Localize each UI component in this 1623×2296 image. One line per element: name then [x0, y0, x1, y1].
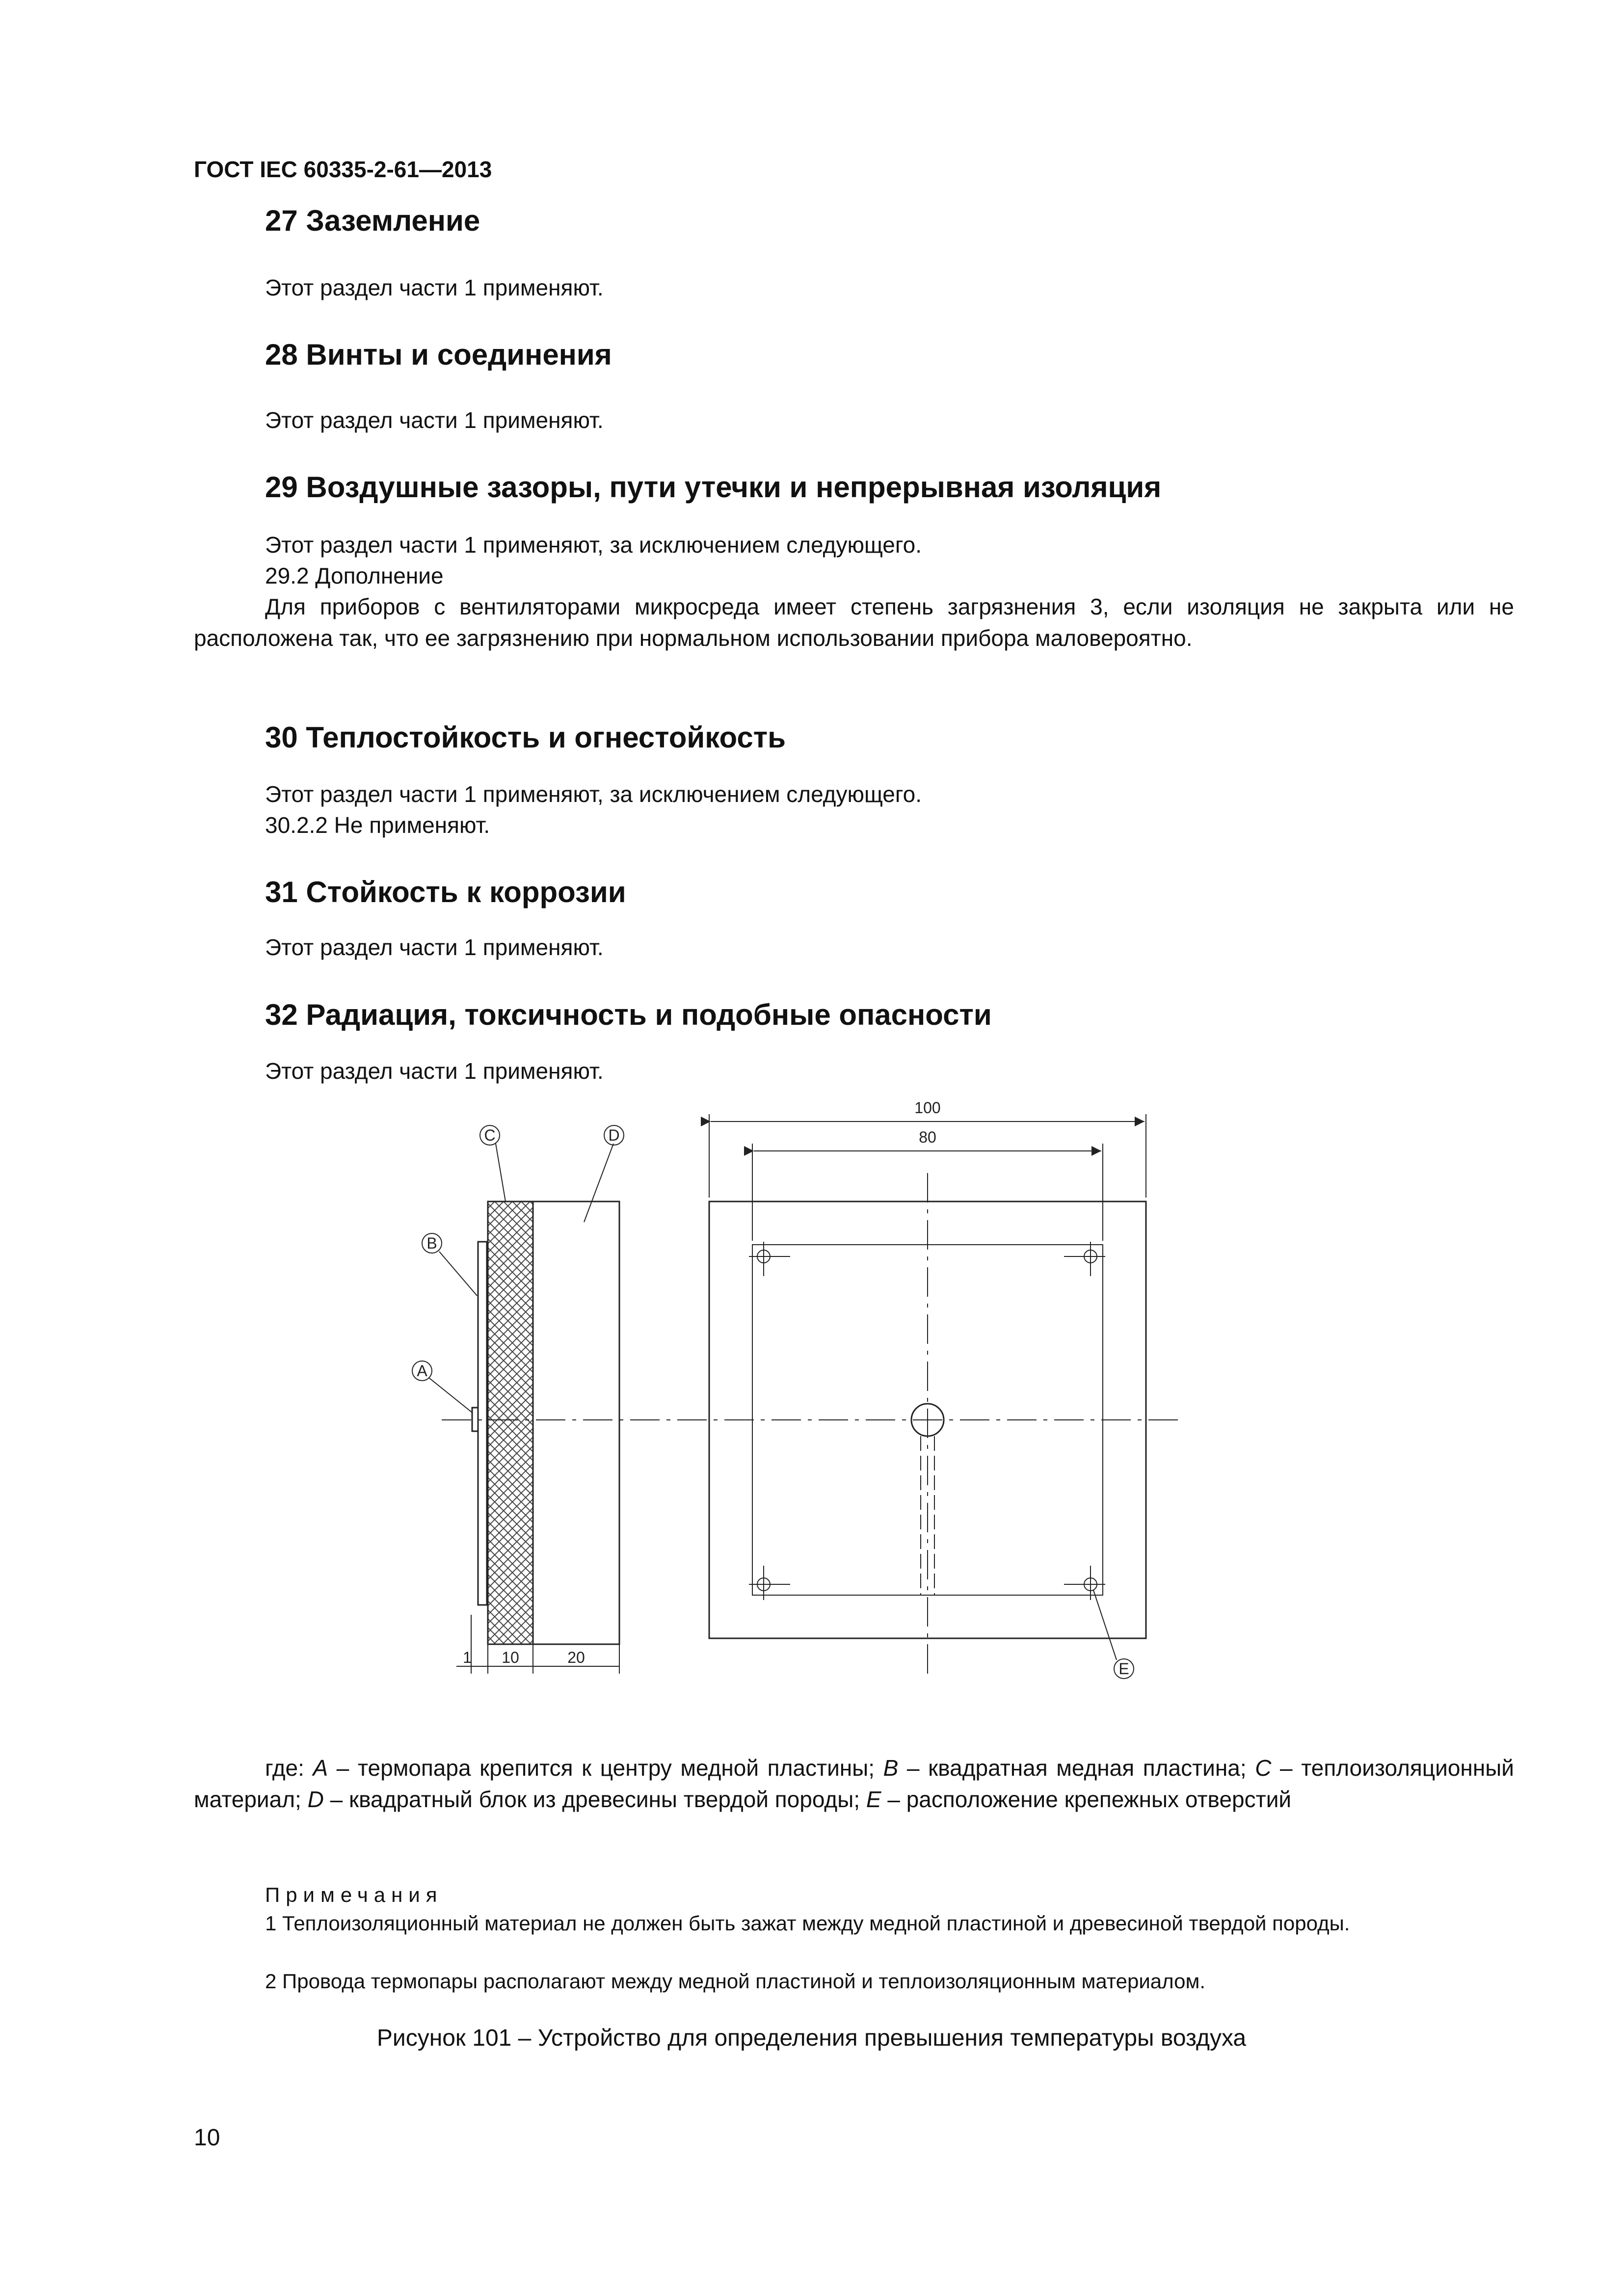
- hardwood-block: [533, 1201, 619, 1644]
- legend-text-c: – теплоизоляционный материал;: [194, 1755, 1515, 1812]
- label-d: D: [608, 1126, 620, 1144]
- section-29-text: Этот раздел части 1 применяют, за исключением следующего.: [265, 532, 922, 558]
- legend-prefix: где:: [265, 1755, 313, 1781]
- legend-text-b: – квадратная медная пластина;: [898, 1755, 1255, 1781]
- dim-insulation: 10: [502, 1649, 519, 1666]
- legend-key-a: A: [313, 1755, 328, 1781]
- section-29-paragraph-text: Для приборов с вентиляторами микросреда имеет степень загрязнения 3, если изоляция не закрыта или не расположена так, что ее загрязнению при нормальном использовании прибора маловероятно.: [194, 594, 1514, 651]
- dim-inner: 80: [919, 1128, 936, 1146]
- section-27-text: Этот раздел части 1 применяют.: [265, 275, 604, 300]
- insulation-layer: [488, 1201, 533, 1644]
- section-28-text: Этот раздел части 1 применяют.: [265, 407, 604, 433]
- section-30-text: Этот раздел части 1 применяют, за исключением следующего.: [265, 781, 922, 807]
- thermocouple: [472, 1408, 478, 1431]
- label-c: C: [484, 1126, 496, 1144]
- notes-title: Примечания: [265, 1883, 443, 1906]
- dim-overall: 100: [914, 1099, 941, 1117]
- section-31-heading: 31 Стойкость к коррозии: [265, 876, 626, 908]
- note-1: [194, 1909, 1514, 1938]
- section-31-text: Этот раздел части 1 применяют.: [265, 934, 604, 960]
- note-2: 2 Провода термопары располагают между медной пластиной и теплоизоляционным материалом.: [265, 1970, 1206, 1993]
- label-b: B: [426, 1234, 437, 1252]
- label-e: E: [1118, 1660, 1129, 1678]
- document-code: ГОСТ IEC 60335-2-61—2013: [194, 157, 492, 182]
- dim-plate: 1: [463, 1649, 472, 1666]
- legend-text-e: – расположение крепежных отверстий: [881, 1787, 1292, 1812]
- page-number: 10: [194, 2125, 220, 2151]
- section-29-heading: 29 Воздушные зазоры, пути утечки и непрерывная изоляция: [265, 471, 1162, 504]
- section-28-heading: 28 Винты и соединения: [265, 338, 612, 371]
- legend-key-d: D: [307, 1787, 324, 1812]
- section-32-heading: 32 Радиация, токсичность и подобные опасности: [265, 998, 992, 1031]
- legend-key-c: C: [1255, 1755, 1272, 1781]
- copper-plate: [478, 1242, 487, 1605]
- dim-block: 20: [567, 1649, 585, 1666]
- section-32-text: Этот раздел части 1 применяют.: [265, 1058, 604, 1084]
- figure-caption: Рисунок 101 – Устройство для определения превышения температуры воздуха: [376, 2025, 1247, 2051]
- section-27-heading: 27 Заземление: [265, 204, 480, 237]
- legend-key-e: E: [866, 1787, 881, 1812]
- label-a: A: [417, 1362, 427, 1380]
- section-30-subclause: 30.2.2 Не применяют.: [265, 812, 490, 838]
- section-30-heading: 30 Теплостойкость и огнестойкость: [265, 721, 786, 754]
- figure-legend: [194, 1752, 1514, 1815]
- note-1-text: 1 Теплоизоляционный материал не должен быть зажат между медной пластиной и древесиной твердой породы.: [265, 1912, 1350, 1935]
- section-29-subclause: 29.2 Дополнение: [265, 563, 444, 588]
- legend-text-a: – термопара крепится к центру медной пластины;: [328, 1755, 883, 1781]
- legend-key-b: B: [883, 1755, 899, 1781]
- legend-text-d: – квадратный блок из древесины твердой породы;: [323, 1787, 866, 1812]
- front-view: [677, 1114, 1180, 1674]
- front-view-labels: [914, 1099, 1134, 1679]
- side-view: [429, 1144, 672, 1674]
